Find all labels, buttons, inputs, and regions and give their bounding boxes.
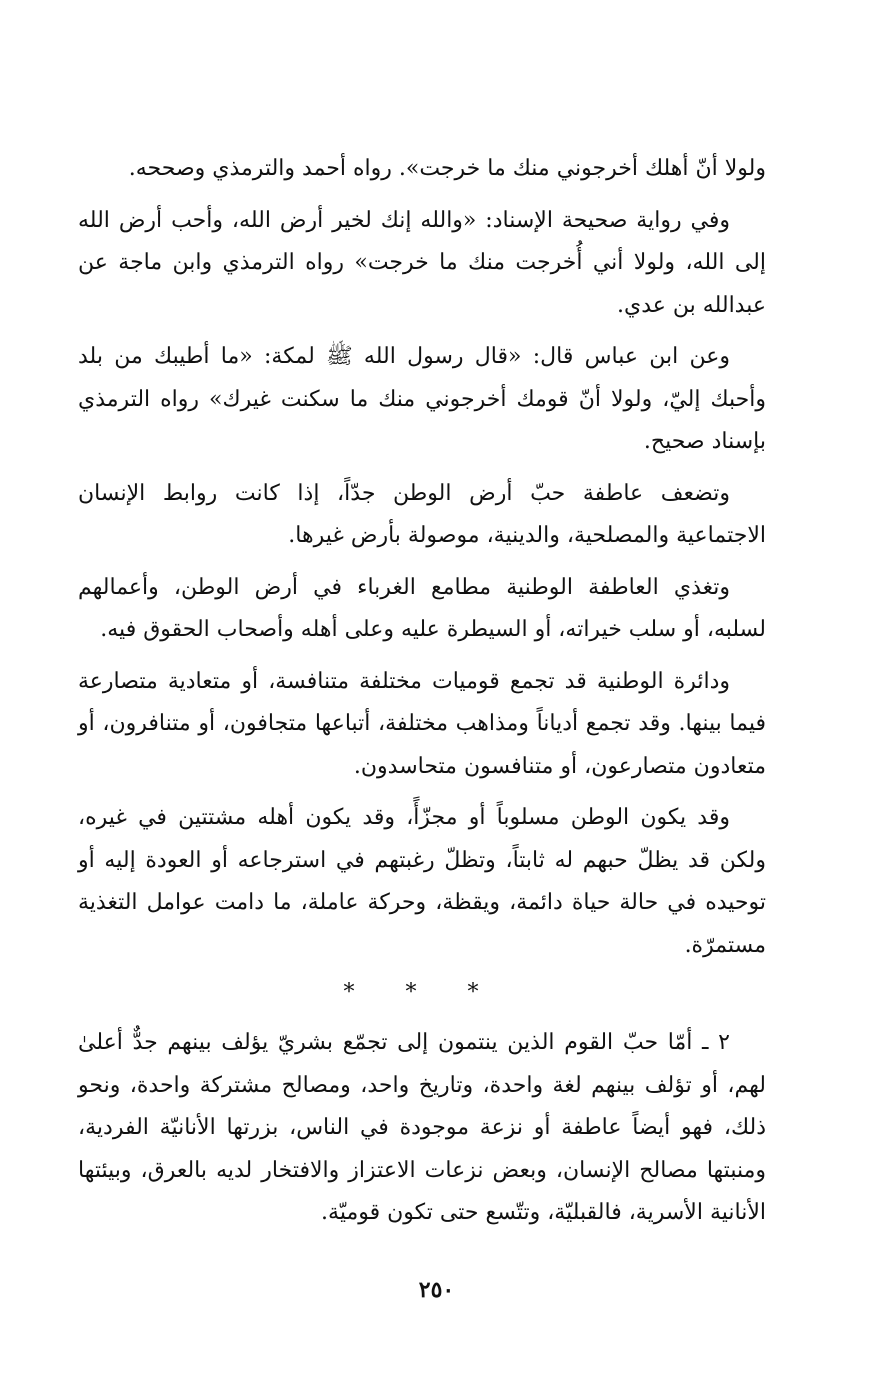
paragraph-2: وفي رواية صحيحة الإسناد: «والله إنك لخير أرض الله، وأحب أرض الله إلى الله، ولولا أني أُخرجت منك ما خرجت» رواه الترمذي وابن ماجة عن عبدالله بن عدي.: [78, 207, 766, 318]
paragraph-6: ودائرة الوطنية قد تجمع قوميات مختلفة متنافسة، أو متعادية متصارعة فيما بينها. وقد تجمع أدياناً ومذاهب مختلفة، أتباعها متجافون، أو متنافرون، أو متعادون متصارعون، أو متنافسون متحاسدون.: [78, 668, 766, 779]
section-2-paragraph: ٢ ـ أمّا حبّ القوم الذين ينتمون إلى تجمّع بشريّ يؤلف بينهم جدٌّ أعلىٰ لهم، أو تؤلف بينهم لغة واحدة، وتاريخ واحد، ومصالح مشتركة واحدة، ونحو ذلك، فهو أيضاً عاطفة أو نزعة موجودة في الناس، بزرتها الأنانيّة الفردية، ومنبتها مصالح الإنسان، وبعض نزعات الاعتزاز والافتخار لديه بالعرق، وبيئتها الأنانية الأسرية، فالقبليّة، وتتّسع حتى تكون قوميّة.: [78, 1030, 766, 1225]
paragraph-5: وتغذي العاطفة الوطنية مطامع الغرباء في أرض الوطن، وأعمالهم لسلبه، أو سلب خيراته، أو السيطرة عليه وعلى أهله وأصحاب الحقوق فيه.: [78, 574, 766, 642]
section-separator: * * *: [343, 980, 501, 1005]
paragraph-7: وقد يكون الوطن مسلوباً أو مجزّأً، وقد يكون أهله مشتتين في غيره، ولكن قد يظلّ حبهم له ثابتاً، وتظلّ رغبتهم في استرجاعه أو العودة إليه أو توحيده في حالة حياة دائمة، ويقظة، وحركة عاملة، ما دامت عوامل التغذية مستمرّة.: [78, 805, 766, 958]
page-number: ٢٥٠: [418, 1277, 455, 1303]
paragraph-1: ولولا أنّ أهلك أخرجوني منك ما خرجت». رواه أحمد والترمذي وصححه.: [128, 156, 766, 181]
paragraph-3: وعن ابن عباس قال: «قال رسول الله ﷺ لمكة: «ما أطيبك من بلد وأحبك إليّ، ولولا أنّ قومك أخرجوني منك ما سكنت غيرك» رواه الترمذي بإسناد صحيح.: [78, 344, 766, 454]
paragraph-4: وتضعف عاطفة حبّ أرض الوطن جدّاً، إذا كانت روابط الإنسان الاجتماعية والمصلحية، والدينية، موصولة بأرض غيرها.: [78, 480, 766, 548]
page-body: [78, 148, 766, 1244]
